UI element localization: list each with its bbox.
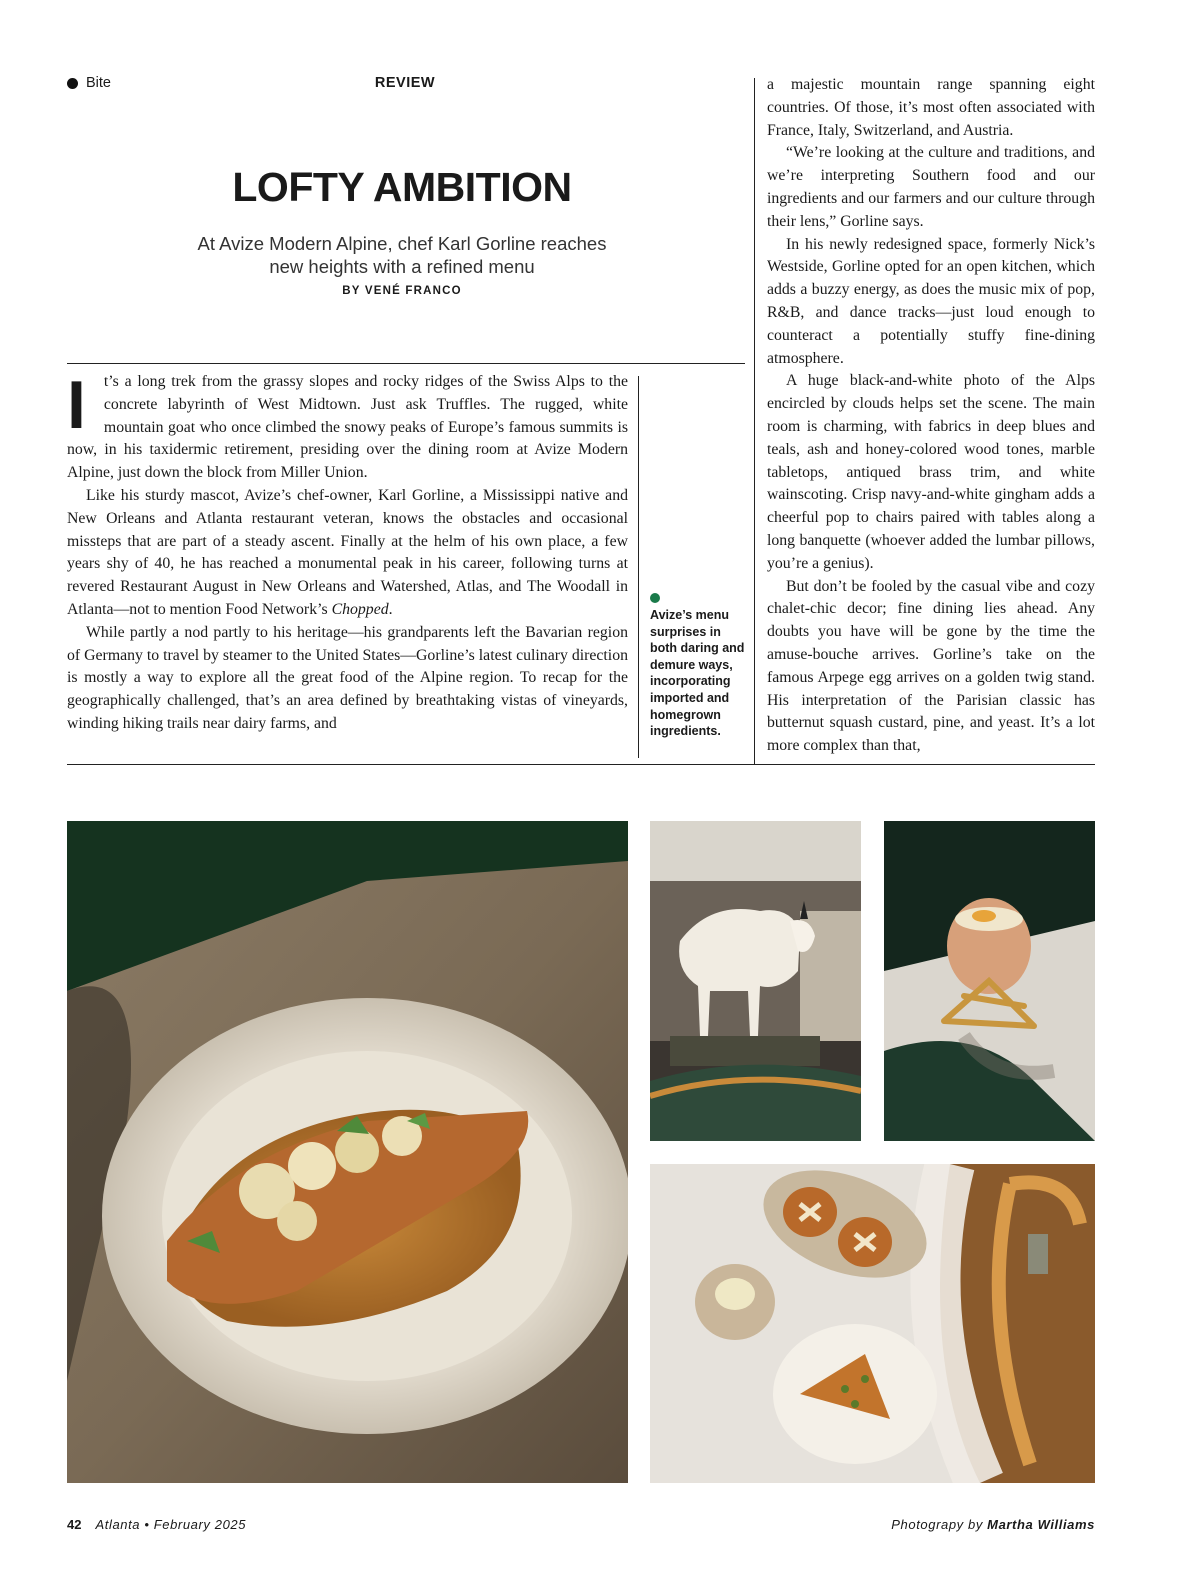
column-divider [638,376,639,758]
pull-quote-dot-icon [650,593,660,603]
photo-credit [891,1517,1095,1532]
section-label: Bite [86,75,111,91]
body-paragraph: In his newly redesigned space, formerly Nick’s Westside, Gorline opted for an open kitchen, which adds a buzzy energy, as does the music mix of pop, R&B, and dance tracks—just loud enough to counteract a potentially stuffy fine-dining atmosphere. [767,235,1095,367]
publication-date: Atlanta • February 2025 [95,1517,247,1532]
divider-rule [67,764,1095,765]
pull-quote: Avize’s menu surprises in both daring and demure ways, incorporating imported and homegrown ingredients. [650,608,745,739]
drop-cap: I [67,367,86,443]
body-paragraph: While partly a nod partly to his heritage—his grandparents left the Bavarian region of Germany to travel by steamer to the United States—Gorline’s latest culinary direction is mostly a way to explore all the great food of the Alpine region. To recap for the geographically challenged, that’s an area defined by breathtaking vistas of vineyards, winding hiking trails near dairy farms, and [67,623,628,732]
credit-prefix: Photograpy by [891,1517,988,1532]
small-plates-photo [650,1164,1095,1483]
dish-photo [67,821,628,1483]
body-paragraph: A huge black-and-white photo of the Alps encircled by clouds helps set the scene. The main room is charming, with fabrics in deep blues and teals, ash and honey-colored wood tones, marble tabletops, antiqued brass trim, and white wainscoting. Crisp navy-and-white gingham adds a cheerful pop to chairs paired with tables along a long banquette (whoever added the lumbar pillows, you’re a genius). [767,372,1095,572]
dek-line: new heights with a refined menu [269,256,535,277]
body-paragraph: But don’t be fooled by the casual vibe and cozy chalet-chic decor; fine dining lies ahead. Any doubts you have will be gone by the time the amuse-bouche arrives. Gorline’s take on the famous Arpege egg arrives on a golden twig stand. His interpretation of the Parisian classic has butternut squash custard, pine, and yeast. It’s a lot more complex than that, [767,577,1095,755]
body-paragraph [67,367,628,485]
show-title: Chopped [331,600,389,618]
divider-rule [67,363,745,364]
section-tag [67,75,111,91]
paragraph-text: . [388,600,393,618]
column-divider [754,78,755,764]
egg-dish-photo [884,821,1095,1141]
body-paragraph: “We’re looking at the culture and traditions, and we’re interpreting Southern food and our ingredients and our farmers and our culture through their lens,” Gorline says. [767,144,1095,230]
body-paragraph: a majestic mountain range spanning eight countries. Of those, it’s most often associated with France, Italy, Switzerland, and Austria. [767,76,1095,139]
byline: BY VENÉ FRANCO [342,285,462,297]
mountain-goat-photo [650,821,861,1141]
photographer-name: Martha Williams [987,1517,1095,1532]
folio [67,1517,246,1532]
paragraph-text: t’s a long trek from the grassy slopes and rocky ridges of the Swiss Alps to the concrete labyrinth of West Midtown. Just ask Truffles. The rugged, white mountain goat who once climbed the snowy peaks of Europe’s famous summits is now, in his taxidermic retirement, presiding over the dining room at Avize Modern Alpine, just down the block from Miller Union. [67,373,628,482]
kicker-label: REVIEW [374,75,436,91]
article-headline: LOFTY AMBITION [232,164,572,210]
article-body-column-1 [67,367,628,736]
body-paragraph [67,485,628,622]
dek-line: At Avize Modern Alpine, chef Karl Gorline reaches [197,233,607,254]
article-body-column-2 [767,74,1095,758]
page-number: 42 [67,1517,82,1532]
article-dek [120,232,684,278]
paragraph-text: Like his sturdy mascot, Avize’s chef-owner, Karl Gorline, a Mississippi native and New Orleans and Atlanta restaurant veteran, knows the obstacles and occasional missteps that are part of a steady ascent. Finally at the helm of his own place, a few years shy of 40, he has reached a monumental peak in his career, following turns at revered Restaurant August in New Orleans and Watershed, Atlas, and The Woodall in Atlanta—not to mention Food Network’s [67,486,628,618]
bullet-dot-icon [67,78,78,89]
